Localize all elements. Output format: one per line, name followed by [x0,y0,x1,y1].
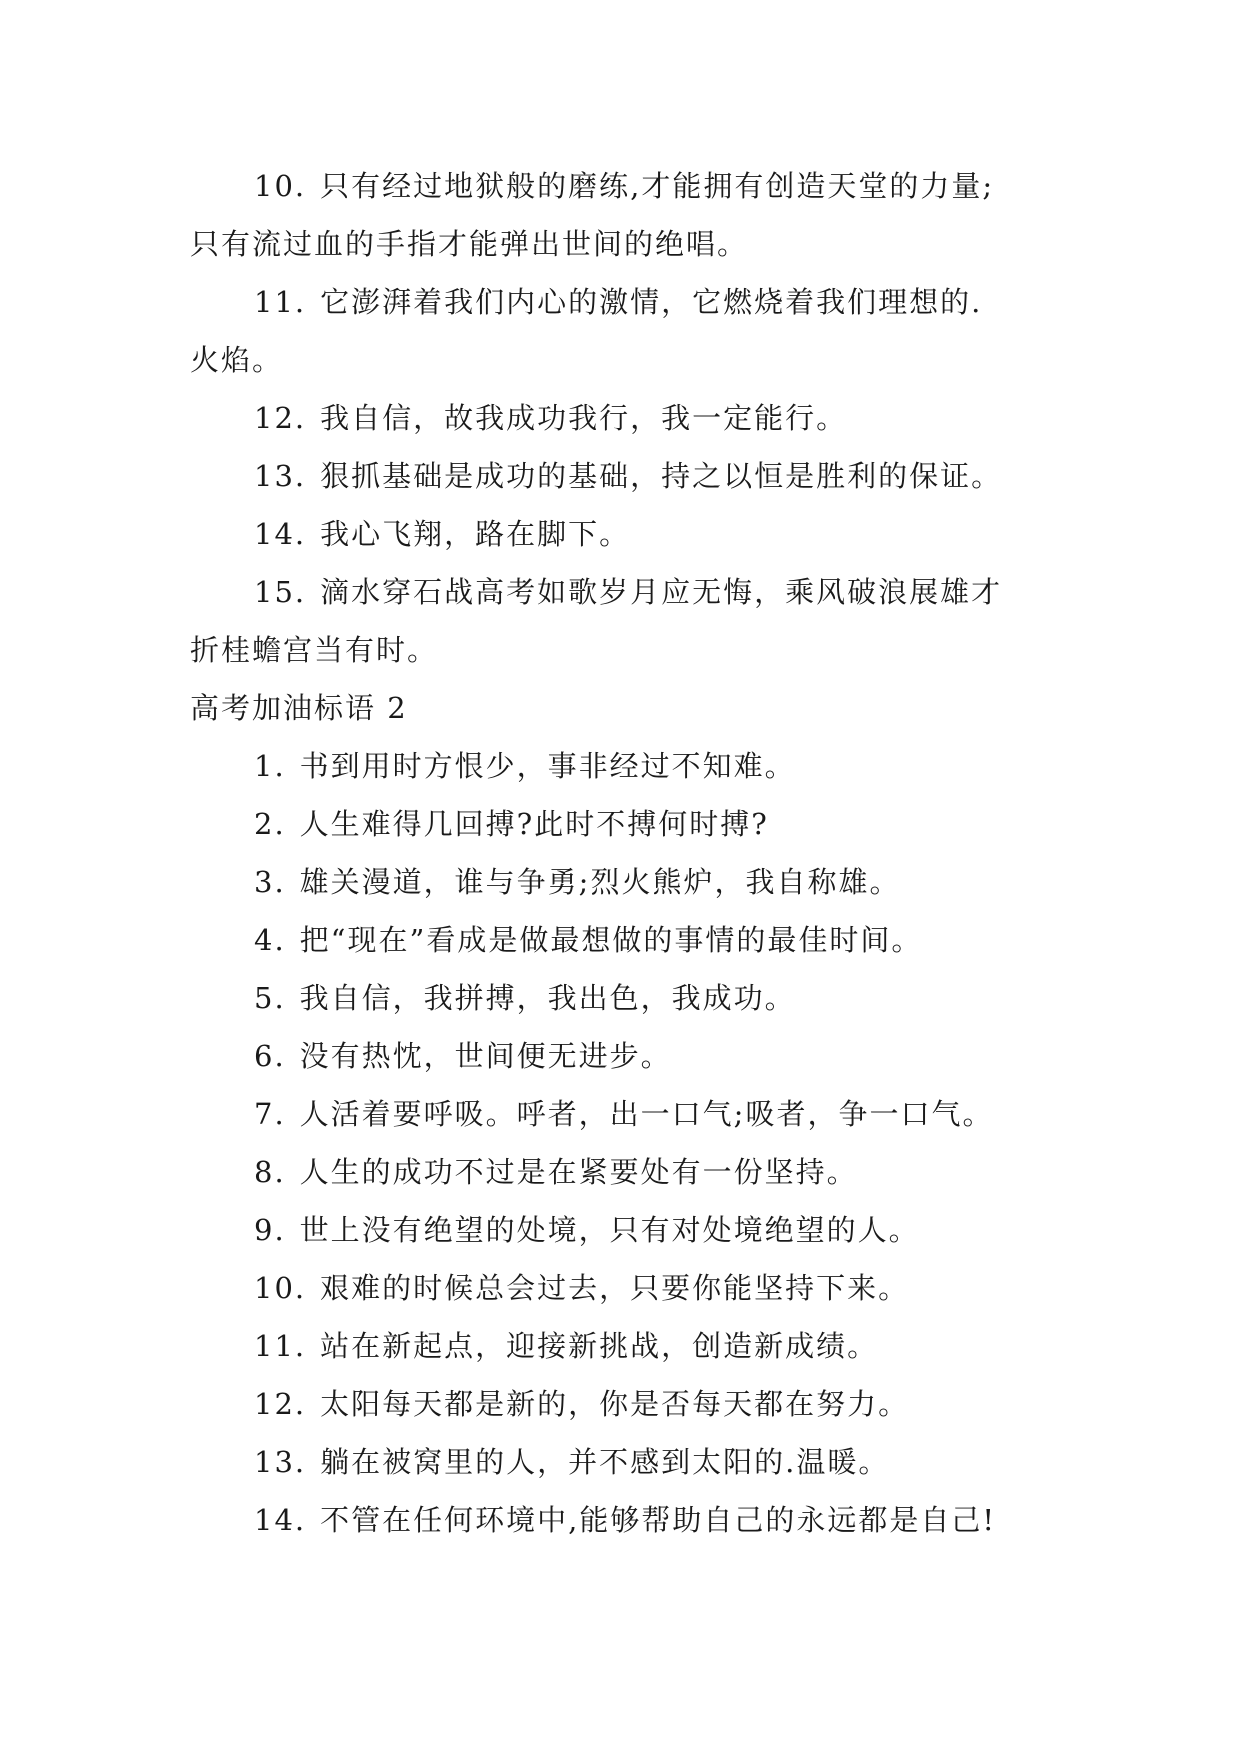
item-number: 3. [254,865,286,899]
item-number: 10. [254,1271,307,1305]
item-number: 10. [254,169,307,203]
list-item [254,1384,909,1424]
list-item [254,514,630,554]
list-item [254,1442,889,1482]
list-item [254,1094,993,1134]
item-text: 只有经过地狱般的磨练,才能拥有创造天堂的力量; [320,169,995,203]
item-text: 雄关漫道，谁与争勇;烈火熊炉，我自称雄。 [299,865,901,899]
list-item-continuation: 火焰。 [190,343,284,377]
item-text: 书到用时方恨少，事非经过不知难。 [299,749,796,783]
list-item [254,746,796,786]
list-item [254,978,796,1018]
list-item [254,572,1002,612]
list-item [254,282,982,322]
list-item [254,1268,909,1308]
list-item [254,398,847,438]
item-text: 站在新起点，迎接新挑战，创造新成绩。 [320,1329,879,1363]
item-text: 我自信，我拼搏，我出色，我成功。 [299,981,796,1015]
item-number: 13. [254,459,307,493]
item-text: 艰难的时候总会过去，只要你能坚持下来。 [320,1271,910,1305]
item-text: 躺在被窝里的人，并不感到太阳的.温暖。 [320,1445,890,1479]
item-text: 太阳每天都是新的，你是否每天都在努力。 [320,1387,910,1421]
list-item [254,920,922,960]
item-text: 我心飞翔，路在脚下。 [320,517,631,551]
item-number: 12. [254,401,307,435]
item-text: 人生难得几回搏?此时不搏何时搏? [299,807,769,841]
item-number: 6. [254,1039,286,1073]
list-item [254,1500,996,1540]
item-text: 人活着要呼吸。呼者，出一口气;吸者，争一口气。 [299,1097,994,1131]
list-item [254,1326,878,1366]
list-item-continuation: 只有流过血的手指才能弹出世间的绝唱。 [190,227,749,261]
list-item [254,1152,858,1192]
list-item [254,1036,672,1076]
section-heading: 高考加油标语 2 [190,691,408,725]
item-text: 世上没有绝望的处境，只有对处境绝望的人。 [299,1213,920,1247]
item-number: 12. [254,1387,307,1421]
item-text: 它澎湃着我们内心的激情，它燃烧着我们理想的. [320,285,983,319]
item-number: 7. [254,1097,286,1131]
item-number: 11. [254,285,307,319]
item-number: 2. [254,807,286,841]
item-number: 4. [254,923,286,957]
item-number: 14. [254,517,307,551]
item-number: 5. [254,981,286,1015]
item-text: 人生的成功不过是在紧要处有一份坚持。 [299,1155,858,1189]
item-text: 滴水穿石战高考如歌岁月应无悔，乘风破浪展雄才 [320,575,1003,609]
item-number: 13. [254,1445,307,1479]
item-text: 不管在任何环境中,能够帮助自己的永远都是自己! [320,1503,996,1537]
list-item [254,862,900,902]
item-number: 1. [254,749,286,783]
item-number: 11. [254,1329,307,1363]
item-text: 我自信，故我成功我行，我一定能行。 [320,401,848,435]
item-number: 15. [254,575,307,609]
item-text: 没有热忱，世间便无进步。 [299,1039,672,1073]
list-item [254,166,994,206]
list-item [254,804,769,844]
item-text: 狠抓基础是成功的基础，持之以恒是胜利的保证。 [320,459,1003,493]
item-number: 8. [254,1155,286,1189]
item-number: 14. [254,1503,307,1537]
list-item [254,1210,920,1250]
list-item [254,456,1002,496]
item-number: 9. [254,1213,286,1247]
item-text: 把“现在”看成是做最想做的事情的最佳时间。 [299,923,923,957]
list-item-continuation: 折桂蟾宫当有时。 [190,633,439,667]
